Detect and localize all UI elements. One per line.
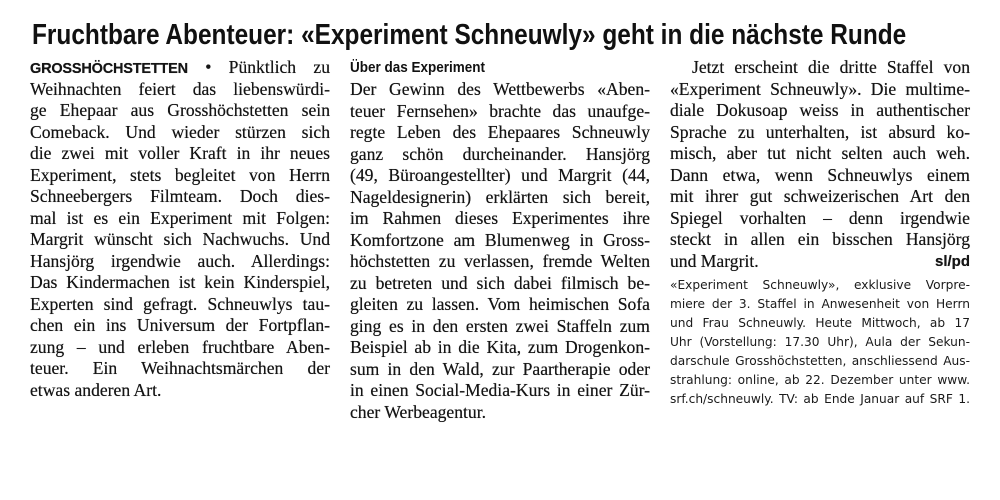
article-line: strahlung: online, ab 22. Dezember unter www.: [670, 373, 970, 387]
article-line: diale Dokusoap weiss in authentischer: [670, 100, 970, 120]
article-line: Spiegel vorhalten – denn irgendwie: [670, 207, 970, 228]
article-line: cher Werbeagentur.: [350, 401, 487, 422]
article-line: ge Ehepaar aus Grosshöchstetten sein: [30, 100, 330, 120]
article-line: Weihnachten feiert das liebenswürdi-: [30, 78, 330, 99]
article-line: zu betreten und sich dabei filmisch be-: [350, 272, 650, 293]
article-line: gleiten zu lassen. Vom heimischen Sofa: [350, 294, 650, 314]
bullet: •: [205, 57, 212, 77]
article-line: regte Leben des Ehepaares Schneuwly: [350, 122, 650, 142]
article-line: misch, aber tut nicht selten auch weh.: [670, 143, 970, 163]
dateline: GROSSHÖCHSTETTEN: [30, 61, 188, 77]
article-line: ganz schön durcheinander. Hansjörg: [350, 143, 650, 164]
article-line: «Experiment Schneuwly». Die multime-: [670, 78, 970, 99]
article-line: miere der 3. Staffel in Anwesenheit von Herrn: [670, 297, 970, 311]
article-line: in einen Social-Media-Kurs in einer Zür-: [350, 380, 650, 400]
article-line: Dann etwa, wenn Schneuwlys einem: [670, 164, 970, 185]
article-line: Experten sind gefragt. Schneuwlys tau-: [30, 293, 330, 314]
article-line: (49, Büroangestellter) und Margrit (44,: [350, 165, 650, 185]
article-line: zung – und erleben fruchtbare Aben-: [30, 336, 330, 357]
article-line: ging es in den ersten zwei Staffeln zum: [350, 315, 650, 336]
article-text: Pünktlich zu: [228, 57, 330, 77]
article-line: Schneebergers Filmteam. Doch dies-: [30, 186, 330, 206]
article-line: sum in den Wald, zur Paartherapie oder: [350, 358, 650, 379]
column-2: [350, 79, 650, 423]
article-line: höchstetten zu verlassen, fremde Welten: [350, 251, 650, 271]
headline: Fruchtbare Abenteuer: «Experiment Schneuwly» geht in die nächste Runde: [32, 19, 907, 51]
article-line: darschule Grosshöchstetten, anschliessend Aus-: [670, 354, 970, 368]
article-text: und Margrit.: [670, 250, 759, 271]
article-line: Hansjörg irgendwie auch. Allerdings:: [30, 250, 330, 271]
article-line: Das Kindermachen ist kein Kinderspiel,: [30, 272, 330, 292]
article-line: mal ist es ein Experiment mit Folgen:: [30, 207, 330, 228]
article-line: die zwei mit voller Kraft in ihr neues: [30, 143, 330, 163]
column-3: [670, 57, 970, 272]
article-line: Jetzt erscheint die dritte Staffel von: [692, 57, 970, 77]
article-line: im Rahmen dieses Experimentes ihre: [350, 208, 650, 228]
article-line: Uhr (Vorstellung: 17.30 Uhr), Aula der Sekun-: [670, 335, 970, 349]
event-info-box: [670, 276, 970, 409]
article-line: steckt in allen ein bisschen Hansjörg: [670, 229, 970, 249]
article-line: Nageldesignerin) erklärten sich bereit,: [350, 186, 650, 207]
article-line: Komfortzone am Blumenweg in Gross-: [350, 229, 650, 250]
article-line: [30, 57, 330, 79]
article-line: Sprache zu unterhalten, ist absurd ko-: [670, 121, 970, 142]
column-1: [30, 57, 330, 401]
article-line: [670, 251, 970, 273]
article-line: Comeback. Und wieder stürzen sich: [30, 121, 330, 142]
article-line: teuer. Ein Weihnachtsmärchen der: [30, 358, 330, 378]
article-line: «Experiment Schneuwly», exklusive Vorpre-: [670, 278, 970, 292]
article-line: Der Gewinn des Wettbewerbs «Aben-: [350, 79, 650, 99]
article-line: etwas anderen Art.: [30, 379, 162, 400]
author-signature: sl/pd: [934, 252, 970, 270]
article-line: mit ihrer gut schweizerischen Art den: [670, 186, 970, 206]
article-line: teuer Fernsehen» brachte das unaufge-: [350, 100, 650, 121]
article-line: Beispiel ab in die Kita, zum Drogenkon-: [350, 337, 650, 357]
article-line: chen ein ins Universum der Fortpflan-: [30, 315, 330, 335]
article-line: srf.ch/schneuwly. TV: ab Ende Januar auf SRF 1.: [670, 392, 970, 406]
article-line: Margrit wünscht sich Nachwuchs. Und: [30, 229, 330, 249]
subheading: Über das Experiment: [350, 59, 486, 76]
article-line: Experiment, stets begleitet von Herrn: [30, 164, 330, 185]
article-line: und Frau Schneuwly. Heute Mittwoch, ab 17: [670, 316, 970, 330]
